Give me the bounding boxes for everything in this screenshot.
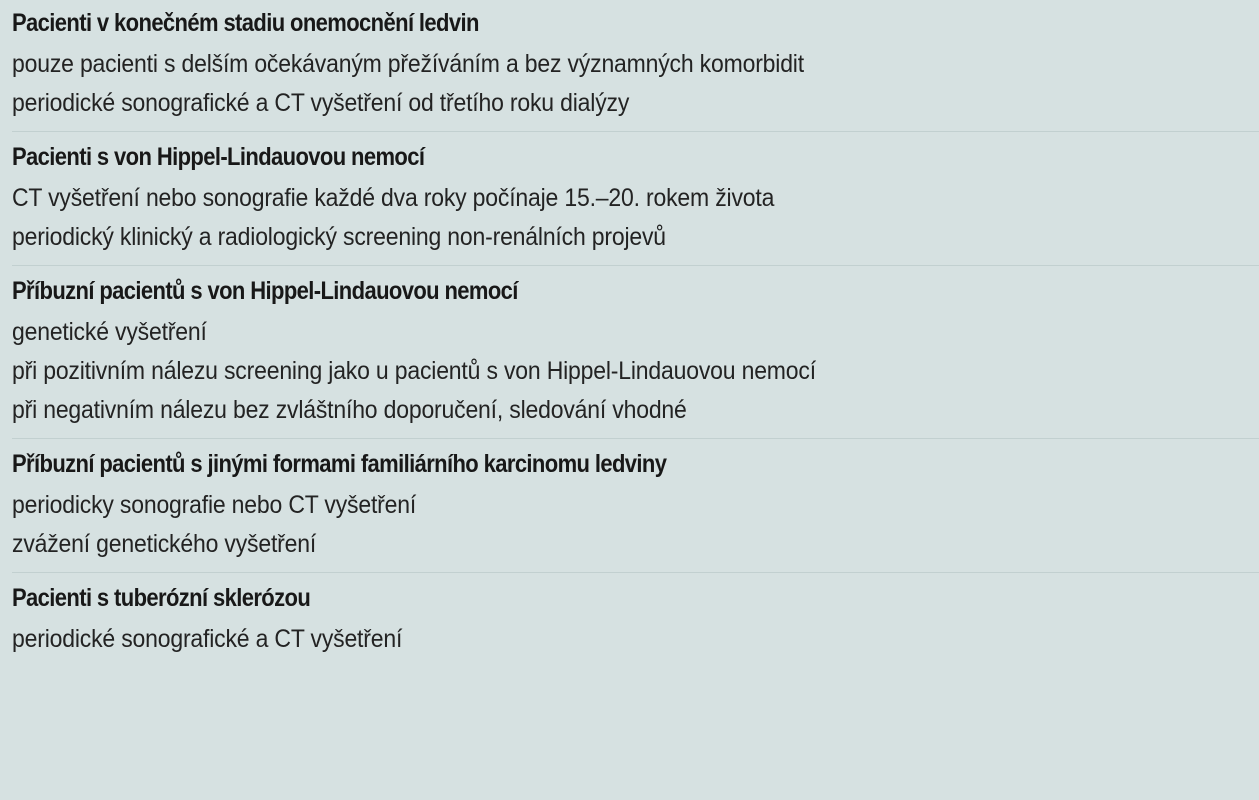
section-heading: Pacienti s tuberózní sklerózou (12, 584, 311, 612)
section-line: periodické sonografické a CT vyšetření od třetího roku dialýzy (12, 89, 630, 117)
section-heading: Příbuzní pacientů s jinými formami familiárního karcinomu ledviny (12, 450, 667, 478)
section-end-stage-renal-disease (12, 2, 1259, 123)
section-line: CT vyšetření nebo sonografie každé dva roky počínaje 15.–20. rokem života (12, 184, 775, 212)
section-tuberous-sclerosis (12, 572, 1259, 659)
section-von-hippel-lindau (12, 131, 1259, 257)
section-familial-renal-carcinoma-relatives (12, 438, 1259, 564)
section-line: při negativním nálezu bez zvláštního doporučení, sledování vhodné (12, 396, 687, 424)
section-line: periodický klinický a radiologický screening non-renálních projevů (12, 223, 666, 251)
section-heading: Pacienti v konečném stadiu onemocnění ledvin (12, 9, 479, 37)
section-line: při pozitivním nálezu screening jako u pacientů s von Hippel-Lindauovou nemocí (12, 357, 816, 385)
section-line: zvážení genetického vyšetření (12, 530, 317, 558)
section-heading: Příbuzní pacientů s von Hippel-Lindauovou nemocí (12, 277, 518, 305)
section-heading: Pacienti s von Hippel-Lindauovou nemocí (12, 143, 425, 171)
section-vhl-relatives (12, 265, 1259, 430)
section-line: pouze pacienti s delším očekávaným přežíváním a bez významných komorbidit (12, 50, 804, 78)
section-line: periodicky sonografie nebo CT vyšetření (12, 491, 417, 519)
section-line: genetické vyšetření (12, 318, 207, 346)
section-line: periodické sonografické a CT vyšetření (12, 625, 403, 653)
